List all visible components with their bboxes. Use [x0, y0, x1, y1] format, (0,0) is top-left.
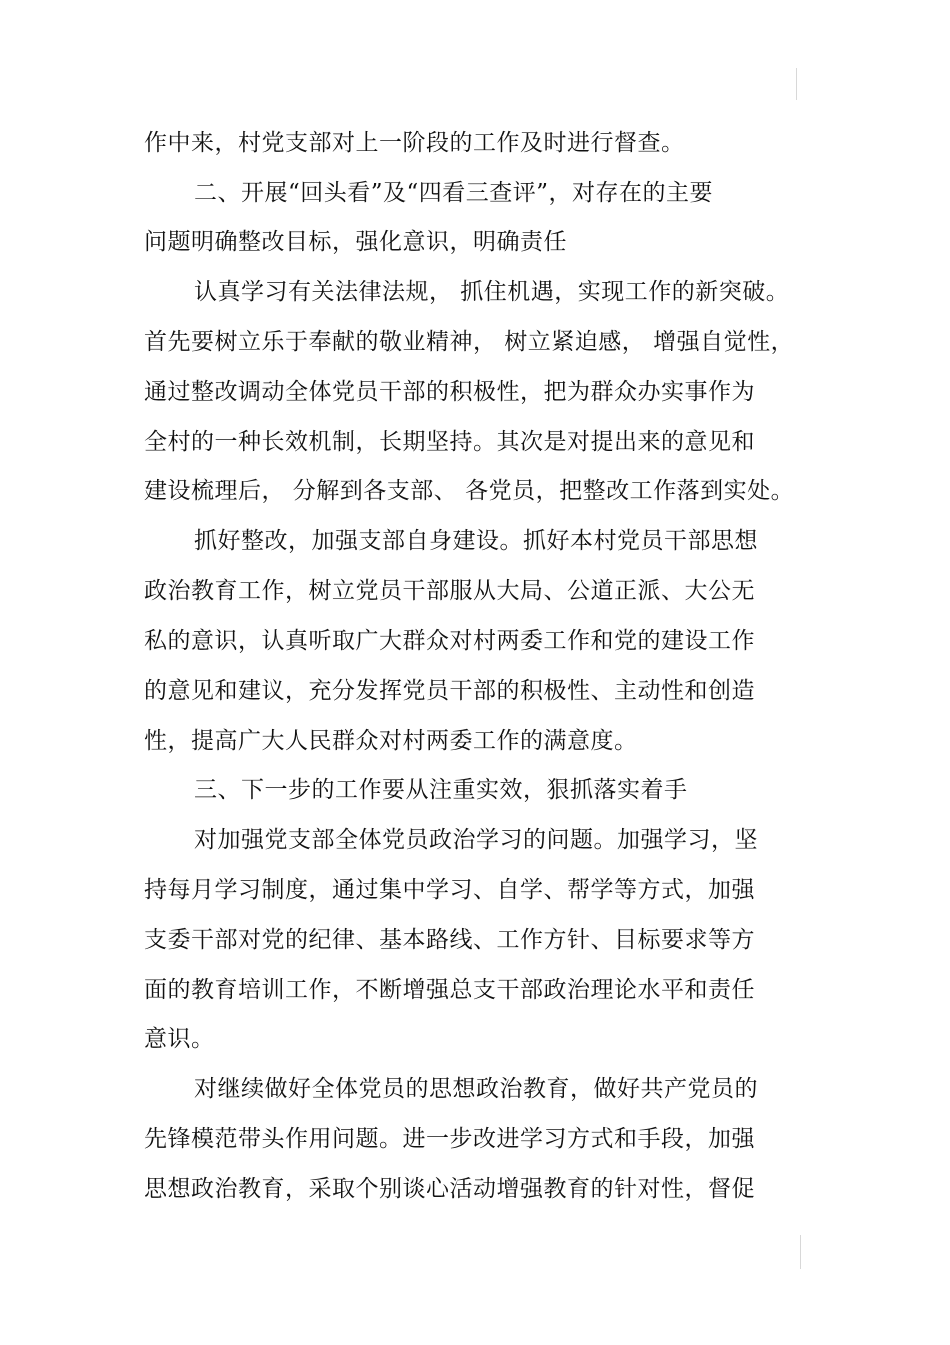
margin-mark-bottom	[800, 1235, 801, 1269]
text-line: 思想政治教育，采取个别谈心活动增强教育的针对性，督促	[144, 1176, 755, 1202]
paragraph-start: 对继续做好全体党员的思想政治教育，做好共产党员的	[194, 1076, 758, 1102]
section-heading: 三、下一步的工作要从注重实效，狠抓落实着手	[194, 777, 688, 803]
paragraph-start: 对加强党支部全体党员政治学习的问题。加强学习，坚	[194, 827, 758, 853]
paragraph-start: 抓好整改，加强支部自身建设。抓好本村党员干部思想	[194, 528, 758, 554]
text-line: 面的教育培训工作，不断增强总支干部政治理论水平和责任	[144, 977, 755, 1003]
text-line: 支委干部对党的纪律、基本路线、工作方针、目标要求等方	[144, 927, 755, 953]
paragraph-start: 认真学习有关法律法规， 抓住机遇，实现工作的新突破。	[194, 279, 790, 305]
text-line: 建设梳理后， 分解到各支部、 各党员，把整改工作落到实处。	[144, 478, 795, 504]
text-line: 通过整改调动全体党员干部的积极性，把为群众办实事作为	[144, 379, 755, 405]
margin-mark-top	[796, 68, 797, 100]
text-line: 私的意识，认真听取广大群众对村两委工作和党的建设工作	[144, 628, 755, 654]
text-line: 持每月学习制度，通过集中学习、自学、帮学等方式，加强	[144, 877, 755, 903]
text-line: 性，提高广大人民群众对村两委工作的满意度。	[144, 728, 638, 754]
section-heading-cont: 问题明确整改目标，强化意识，明确责任	[144, 229, 567, 255]
text-line: 意识。	[144, 1026, 215, 1052]
text-line: 首先要树立乐于奉献的敬业精神， 树立紧迫感， 增强自觉性，	[144, 329, 795, 355]
section-heading: 二、开展“回头看”及“四看三查评”，对存在的主要	[194, 180, 714, 206]
text-line: 作中来，村党支部对上一阶段的工作及时进行督查。	[144, 130, 685, 156]
text-line: 政治教育工作，树立党员干部服从大局、公道正派、大公无	[144, 578, 755, 604]
text-line: 先锋模范带头作用问题。进一步改进学习方式和手段，加强	[144, 1126, 755, 1152]
text-line: 的意见和建议，充分发挥党员干部的积极性、主动性和创造	[144, 678, 755, 704]
text-line: 全村的一种长效机制，长期坚持。其次是对提出来的意见和	[144, 429, 755, 455]
